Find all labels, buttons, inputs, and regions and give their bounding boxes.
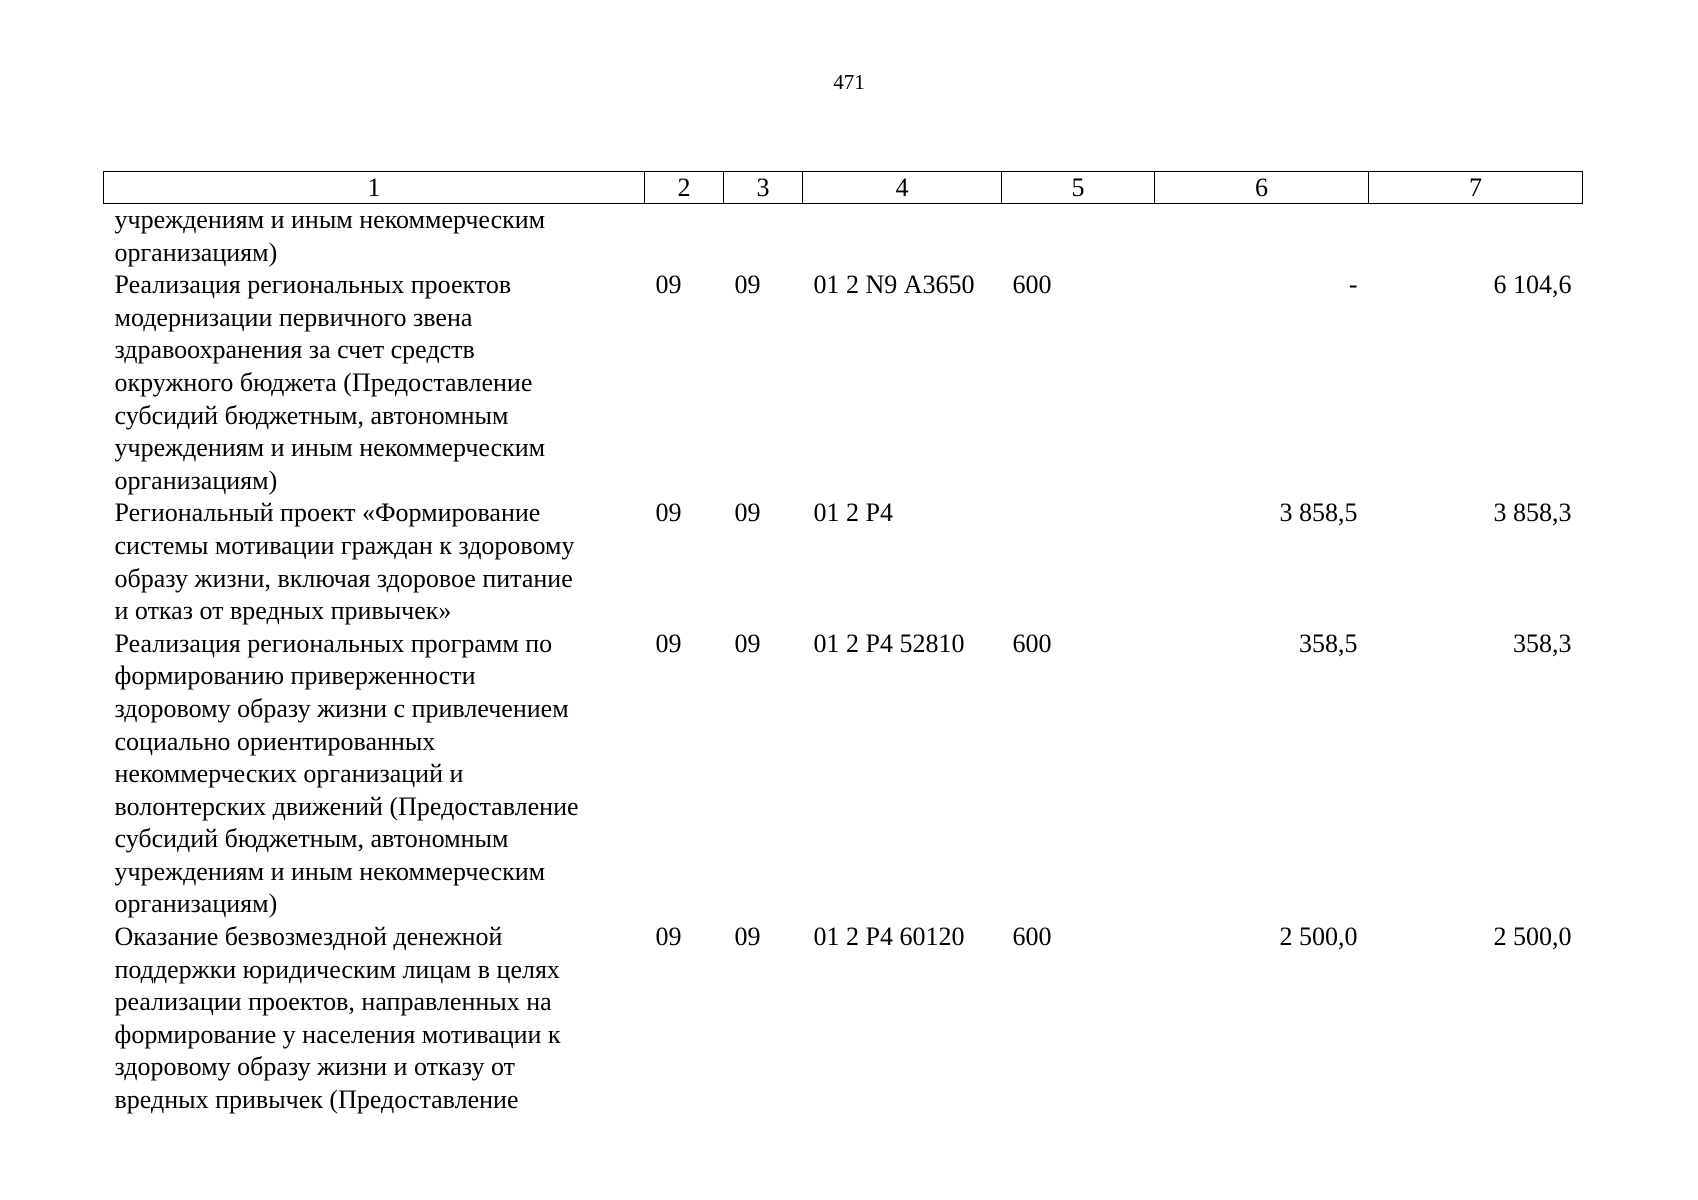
column-header-5: 5 — [1002, 172, 1155, 204]
subsection-code-cell: 09 — [734, 922, 761, 952]
column-header-6: 6 — [1155, 172, 1369, 204]
row-name-text: Региональный проект «Формирование системы мотивации граждан к здоровому образу жизни, включая здоровое питание и отказ от вредных привычек» — [114, 498, 575, 626]
row-name-text: учреждениям и иным некоммерческим организациям) — [114, 205, 546, 267]
table-row — [104, 921, 1583, 1117]
target-article-cell: 01 2 Р4 60120 — [813, 922, 965, 952]
table-row — [104, 497, 1583, 627]
subsection-code-cell: 09 — [734, 270, 761, 300]
amount-col6-cell — [1155, 204, 1369, 270]
column-header-3: 3 — [724, 172, 803, 204]
amount-col7-cell: 6 104,6 — [1493, 270, 1572, 300]
expense-type-cell: 600 — [1012, 270, 1052, 300]
target-article-cell — [803, 204, 1002, 270]
subsection-code-cell: 09 — [734, 498, 761, 528]
target-article-cell: 01 2 Р4 — [813, 498, 893, 528]
amount-col7-cell: 358,3 — [1513, 628, 1572, 658]
page-number: 471 — [833, 70, 865, 94]
amount-col7-cell: 3 858,3 — [1493, 498, 1572, 528]
row-name-text: Реализация региональных программ по формированию приверженности здоровому образу жизни с привлечением социально ориентированных некоммерческих организаций и волонтерских движений (Предоставление субсидий бюджетным, автономным учреждениям и иным некоммерческим организациям) — [114, 628, 579, 919]
section-code-cell: 09 — [655, 498, 682, 528]
section-code-cell: 09 — [655, 270, 682, 300]
table-header — [104, 172, 1583, 204]
header-row — [104, 172, 1583, 204]
target-article-cell: 01 2 Р4 52810 — [813, 628, 965, 658]
amount-col6-cell: 3 858,5 — [1279, 498, 1358, 528]
row-name-cell — [104, 497, 645, 627]
column-header-4: 4 — [803, 172, 1002, 204]
amount-col6-cell: 2 500,0 — [1279, 922, 1358, 952]
row-name-cell — [104, 921, 645, 1117]
row-name-cell — [104, 269, 645, 497]
row-name-cell — [104, 628, 645, 921]
section-code-cell: 09 — [655, 922, 682, 952]
expense-type-cell: 600 — [1012, 922, 1052, 952]
expense-type-cell — [1002, 204, 1155, 270]
section-code-cell — [645, 204, 724, 270]
amount-col6-cell: - — [1348, 270, 1358, 300]
expense-type-cell: 600 — [1012, 628, 1052, 658]
table-row — [104, 204, 1583, 270]
expense-type-cell — [1002, 497, 1155, 627]
table-row — [104, 628, 1583, 921]
column-header-2: 2 — [645, 172, 724, 204]
row-name-text: Оказание безвозмездной денежной поддержки юридическим лицам в целях реализации проектов, направленных на формирование у населения мотивации к здоровому образу жизни и отказу от вредных привычек (Предоставление — [114, 922, 561, 1115]
table-row — [104, 269, 1583, 497]
row-name-text: Реализация региональных проектов модернизации первичного звена здравоохранения за счет средств окружного бюджета (Предоставление субсидий бюджетным, автономным учреждениям и иным некоммерческим организациям) — [114, 270, 546, 495]
table-body — [104, 204, 1583, 1117]
amount-col7-cell: 2 500,0 — [1493, 922, 1572, 952]
section-code-cell: 09 — [655, 628, 682, 658]
subsection-code-cell — [724, 204, 803, 270]
subsection-code-cell: 09 — [734, 628, 761, 658]
column-header-1: 1 — [104, 172, 645, 204]
amount-col7-cell — [1369, 204, 1583, 270]
column-header-7: 7 — [1369, 172, 1583, 204]
budget-table — [103, 171, 1583, 1117]
amount-col6-cell: 358,5 — [1299, 628, 1358, 658]
row-name-cell — [104, 204, 645, 270]
target-article-cell: 01 2 N9 А3650 — [813, 270, 975, 300]
